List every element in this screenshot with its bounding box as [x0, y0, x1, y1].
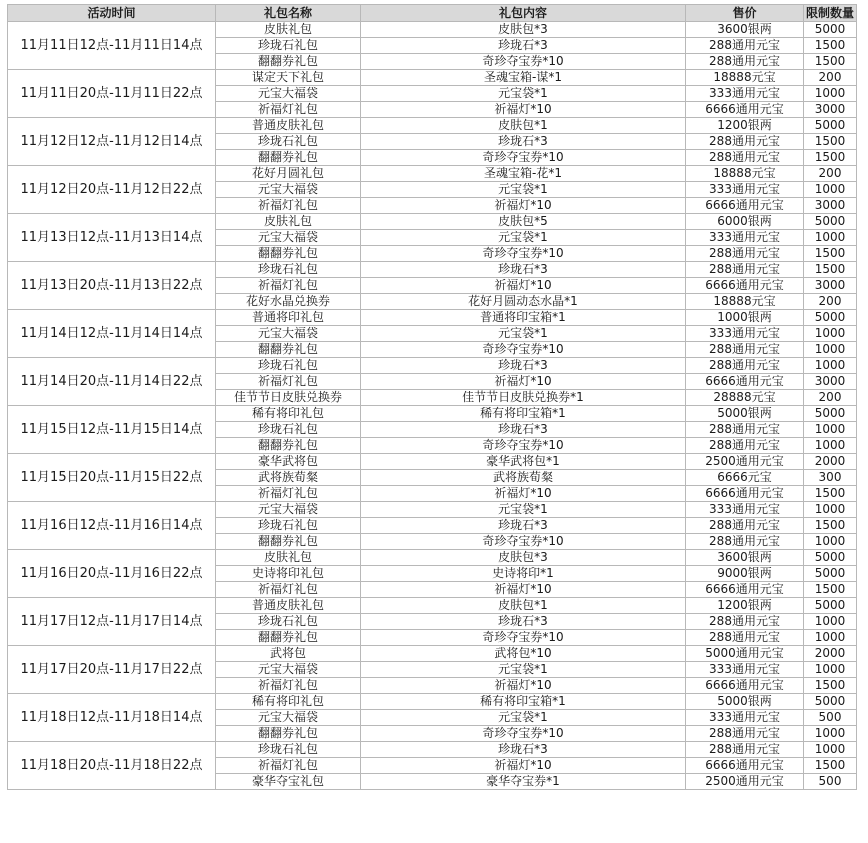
gift-name-cell: 元宝大福袋	[216, 502, 361, 518]
price-cell: 6666元宝	[686, 470, 804, 486]
gift-name-cell: 翻翻券礼包	[216, 342, 361, 358]
gift-name-cell: 翻翻券礼包	[216, 54, 361, 70]
price-cell: 333通用元宝	[686, 86, 804, 102]
limit-cell: 200	[804, 70, 857, 86]
gift-content-cell: 元宝袋*1	[361, 710, 686, 726]
price-cell: 5000银两	[686, 694, 804, 710]
gift-content-cell: 奇珍夺宝券*10	[361, 630, 686, 646]
gift-content-cell: 稀有将印宝箱*1	[361, 406, 686, 422]
table-row	[8, 742, 857, 758]
activity-time-cell: 11月17日12点-11月17日14点	[8, 598, 216, 646]
limit-cell: 1500	[804, 150, 857, 166]
table-row	[8, 646, 857, 662]
limit-cell: 1000	[804, 742, 857, 758]
gift-name-cell: 元宝大福袋	[216, 86, 361, 102]
gift-content-cell: 珍珑石*3	[361, 358, 686, 374]
activity-time-cell: 11月12日12点-11月12日14点	[8, 118, 216, 166]
price-cell: 3600银两	[686, 550, 804, 566]
limit-cell: 5000	[804, 566, 857, 582]
gift-name-cell: 豪华武将包	[216, 454, 361, 470]
gift-name-cell: 祈福灯礼包	[216, 198, 361, 214]
activity-time-cell: 11月16日20点-11月16日22点	[8, 550, 216, 598]
limit-cell: 5000	[804, 406, 857, 422]
price-cell: 288通用元宝	[686, 134, 804, 150]
gift-content-cell: 皮肤包*1	[361, 118, 686, 134]
gift-name-cell: 武将族荀粲	[216, 470, 361, 486]
gift-content-cell: 珍珑石*3	[361, 518, 686, 534]
limit-cell: 5000	[804, 310, 857, 326]
price-cell: 333通用元宝	[686, 710, 804, 726]
gift-content-cell: 奇珍夺宝券*10	[361, 54, 686, 70]
price-cell: 1200银两	[686, 598, 804, 614]
gift-name-cell: 皮肤礼包	[216, 550, 361, 566]
gift-name-cell: 元宝大福袋	[216, 326, 361, 342]
gift-name-cell: 翻翻券礼包	[216, 150, 361, 166]
gift-name-cell: 祈福灯礼包	[216, 102, 361, 118]
price-cell: 288通用元宝	[686, 342, 804, 358]
gift-name-cell: 翻翻券礼包	[216, 726, 361, 742]
table-row	[8, 502, 857, 518]
gift-content-cell: 祈福灯*10	[361, 278, 686, 294]
activity-time-cell: 11月14日12点-11月14日14点	[8, 310, 216, 358]
gift-content-cell: 豪华夺宝券*1	[361, 774, 686, 790]
table-row	[8, 310, 857, 326]
table-row	[8, 454, 857, 470]
gift-name-cell: 珍珑石礼包	[216, 358, 361, 374]
activity-time-cell: 11月17日20点-11月17日22点	[8, 646, 216, 694]
activity-time-cell: 11月14日20点-11月14日22点	[8, 358, 216, 406]
header-limit: 限制数量	[804, 5, 857, 22]
limit-cell: 1500	[804, 246, 857, 262]
limit-cell: 1500	[804, 262, 857, 278]
limit-cell: 1500	[804, 486, 857, 502]
gift-name-cell: 祈福灯礼包	[216, 758, 361, 774]
price-cell: 288通用元宝	[686, 534, 804, 550]
price-cell: 1000银两	[686, 310, 804, 326]
table-row	[8, 550, 857, 566]
price-cell: 6666通用元宝	[686, 278, 804, 294]
gift-content-cell: 元宝袋*1	[361, 326, 686, 342]
limit-cell: 500	[804, 710, 857, 726]
gift-name-cell: 珍珑石礼包	[216, 614, 361, 630]
price-cell: 288通用元宝	[686, 630, 804, 646]
price-cell: 18888元宝	[686, 166, 804, 182]
gift-name-cell: 珍珑石礼包	[216, 38, 361, 54]
gift-content-cell: 花好月圆动态水晶*1	[361, 294, 686, 310]
limit-cell: 2000	[804, 646, 857, 662]
gift-content-cell: 珍珑石*3	[361, 614, 686, 630]
activity-time-cell: 11月18日12点-11月18日14点	[8, 694, 216, 742]
gift-name-cell: 史诗将印礼包	[216, 566, 361, 582]
table-row	[8, 214, 857, 230]
price-cell: 288通用元宝	[686, 246, 804, 262]
gift-content-cell: 祈福灯*10	[361, 582, 686, 598]
price-cell: 9000银两	[686, 566, 804, 582]
limit-cell: 1500	[804, 758, 857, 774]
gift-name-cell: 元宝大福袋	[216, 710, 361, 726]
table-row	[8, 22, 857, 38]
table-row	[8, 262, 857, 278]
gift-name-cell: 普通皮肤礼包	[216, 598, 361, 614]
price-cell: 5000通用元宝	[686, 646, 804, 662]
limit-cell: 1000	[804, 86, 857, 102]
gift-name-cell: 稀有将印礼包	[216, 406, 361, 422]
gift-name-cell: 花好水晶兑换券	[216, 294, 361, 310]
limit-cell: 1500	[804, 678, 857, 694]
gift-name-cell: 普通皮肤礼包	[216, 118, 361, 134]
price-cell: 6666通用元宝	[686, 102, 804, 118]
gift-content-cell: 圣魂宝箱-谋*1	[361, 70, 686, 86]
gift-content-cell: 祈福灯*10	[361, 102, 686, 118]
limit-cell: 2000	[804, 454, 857, 470]
gift-content-cell: 祈福灯*10	[361, 198, 686, 214]
limit-cell: 5000	[804, 22, 857, 38]
gift-content-cell: 珍珑石*3	[361, 262, 686, 278]
limit-cell: 500	[804, 774, 857, 790]
price-cell: 333通用元宝	[686, 502, 804, 518]
gift-name-cell: 珍珑石礼包	[216, 742, 361, 758]
gift-content-cell: 珍珑石*3	[361, 742, 686, 758]
limit-cell: 1000	[804, 438, 857, 454]
gift-content-cell: 奇珍夺宝券*10	[361, 342, 686, 358]
price-cell: 18888元宝	[686, 294, 804, 310]
price-cell: 333通用元宝	[686, 182, 804, 198]
gift-schedule-table	[7, 4, 857, 790]
gift-content-cell: 稀有将印宝箱*1	[361, 694, 686, 710]
limit-cell: 1000	[804, 726, 857, 742]
gift-name-cell: 祈福灯礼包	[216, 486, 361, 502]
gift-name-cell: 珍珑石礼包	[216, 422, 361, 438]
gift-name-cell: 祈福灯礼包	[216, 278, 361, 294]
gift-name-cell: 珍珑石礼包	[216, 262, 361, 278]
activity-time-cell: 11月11日12点-11月11日14点	[8, 22, 216, 70]
gift-content-cell: 普通将印宝箱*1	[361, 310, 686, 326]
price-cell: 288通用元宝	[686, 38, 804, 54]
limit-cell: 5000	[804, 694, 857, 710]
price-cell: 1200银两	[686, 118, 804, 134]
price-cell: 3600银两	[686, 22, 804, 38]
price-cell: 288通用元宝	[686, 614, 804, 630]
table-row	[8, 70, 857, 86]
activity-time-cell: 11月13日12点-11月13日14点	[8, 214, 216, 262]
limit-cell: 1000	[804, 326, 857, 342]
limit-cell: 200	[804, 166, 857, 182]
gift-content-cell: 元宝袋*1	[361, 182, 686, 198]
gift-content-cell: 佳节节日皮肤兑换券*1	[361, 390, 686, 406]
gift-name-cell: 武将包	[216, 646, 361, 662]
price-cell: 28888元宝	[686, 390, 804, 406]
gift-content-cell: 武将族荀粲	[361, 470, 686, 486]
gift-content-cell: 奇珍夺宝券*10	[361, 534, 686, 550]
table-row	[8, 406, 857, 422]
limit-cell: 3000	[804, 278, 857, 294]
header-gift-content: 礼包内容	[361, 5, 686, 22]
limit-cell: 3000	[804, 374, 857, 390]
price-cell: 288通用元宝	[686, 742, 804, 758]
gift-name-cell: 元宝大福袋	[216, 230, 361, 246]
price-cell: 6000银两	[686, 214, 804, 230]
gift-name-cell: 豪华夺宝礼包	[216, 774, 361, 790]
limit-cell: 200	[804, 294, 857, 310]
gift-name-cell: 珍珑石礼包	[216, 134, 361, 150]
gift-content-cell: 皮肤包*5	[361, 214, 686, 230]
price-cell: 288通用元宝	[686, 54, 804, 70]
gift-content-cell: 武将包*10	[361, 646, 686, 662]
price-cell: 2500通用元宝	[686, 774, 804, 790]
gift-content-cell: 奇珍夺宝券*10	[361, 726, 686, 742]
price-cell: 288通用元宝	[686, 726, 804, 742]
gift-content-cell: 奇珍夺宝券*10	[361, 246, 686, 262]
gift-content-cell: 珍珑石*3	[361, 38, 686, 54]
limit-cell: 1500	[804, 582, 857, 598]
table-row	[8, 598, 857, 614]
limit-cell: 1000	[804, 422, 857, 438]
table-row	[8, 358, 857, 374]
gift-content-cell: 奇珍夺宝券*10	[361, 438, 686, 454]
limit-cell: 3000	[804, 102, 857, 118]
limit-cell: 5000	[804, 214, 857, 230]
price-cell: 2500通用元宝	[686, 454, 804, 470]
header-activity-time: 活动时间	[8, 5, 216, 22]
limit-cell: 300	[804, 470, 857, 486]
gift-name-cell: 花好月圆礼包	[216, 166, 361, 182]
gift-name-cell: 稀有将印礼包	[216, 694, 361, 710]
limit-cell: 1000	[804, 342, 857, 358]
limit-cell: 1000	[804, 630, 857, 646]
gift-content-cell: 元宝袋*1	[361, 502, 686, 518]
table-body	[8, 22, 857, 790]
price-cell: 6666通用元宝	[686, 758, 804, 774]
table-header-row	[8, 5, 857, 22]
limit-cell: 3000	[804, 198, 857, 214]
price-cell: 6666通用元宝	[686, 678, 804, 694]
activity-time-cell: 11月13日20点-11月13日22点	[8, 262, 216, 310]
gift-content-cell: 祈福灯*10	[361, 758, 686, 774]
price-cell: 288通用元宝	[686, 262, 804, 278]
gift-content-cell: 祈福灯*10	[361, 678, 686, 694]
table-row	[8, 166, 857, 182]
gift-name-cell: 翻翻券礼包	[216, 246, 361, 262]
limit-cell: 5000	[804, 598, 857, 614]
price-cell: 6666通用元宝	[686, 582, 804, 598]
gift-content-cell: 祈福灯*10	[361, 374, 686, 390]
price-cell: 288通用元宝	[686, 518, 804, 534]
limit-cell: 1000	[804, 502, 857, 518]
price-cell: 333通用元宝	[686, 662, 804, 678]
limit-cell: 200	[804, 390, 857, 406]
price-cell: 333通用元宝	[686, 326, 804, 342]
limit-cell: 5000	[804, 118, 857, 134]
limit-cell: 1500	[804, 134, 857, 150]
limit-cell: 1000	[804, 614, 857, 630]
limit-cell: 1000	[804, 182, 857, 198]
price-cell: 288通用元宝	[686, 150, 804, 166]
gift-name-cell: 皮肤礼包	[216, 22, 361, 38]
gift-content-cell: 圣魂宝箱-花*1	[361, 166, 686, 182]
gift-name-cell: 翻翻券礼包	[216, 438, 361, 454]
activity-time-cell: 11月15日12点-11月15日14点	[8, 406, 216, 454]
table-row	[8, 118, 857, 134]
gift-content-cell: 史诗将印*1	[361, 566, 686, 582]
gift-content-cell: 元宝袋*1	[361, 86, 686, 102]
limit-cell: 1000	[804, 230, 857, 246]
price-cell: 288通用元宝	[686, 438, 804, 454]
limit-cell: 1500	[804, 518, 857, 534]
gift-name-cell: 元宝大福袋	[216, 182, 361, 198]
price-cell: 6666通用元宝	[686, 198, 804, 214]
gift-content-cell: 祈福灯*10	[361, 486, 686, 502]
gift-content-cell: 元宝袋*1	[361, 662, 686, 678]
price-cell: 18888元宝	[686, 70, 804, 86]
limit-cell: 1000	[804, 534, 857, 550]
activity-time-cell: 11月12日20点-11月12日22点	[8, 166, 216, 214]
price-cell: 6666通用元宝	[686, 486, 804, 502]
limit-cell: 1000	[804, 662, 857, 678]
table-row	[8, 694, 857, 710]
gift-name-cell: 翻翻券礼包	[216, 534, 361, 550]
header-price: 售价	[686, 5, 804, 22]
price-cell: 288通用元宝	[686, 422, 804, 438]
price-cell: 6666通用元宝	[686, 374, 804, 390]
price-cell: 333通用元宝	[686, 230, 804, 246]
limit-cell: 1500	[804, 54, 857, 70]
limit-cell: 5000	[804, 550, 857, 566]
price-cell: 288通用元宝	[686, 358, 804, 374]
activity-time-cell: 11月15日20点-11月15日22点	[8, 454, 216, 502]
gift-content-cell: 豪华武将包*1	[361, 454, 686, 470]
gift-content-cell: 元宝袋*1	[361, 230, 686, 246]
gift-name-cell: 皮肤礼包	[216, 214, 361, 230]
gift-content-cell: 奇珍夺宝券*10	[361, 150, 686, 166]
gift-content-cell: 皮肤包*3	[361, 550, 686, 566]
gift-name-cell: 谋定天下礼包	[216, 70, 361, 86]
limit-cell: 1000	[804, 358, 857, 374]
activity-time-cell: 11月18日20点-11月18日22点	[8, 742, 216, 790]
gift-content-cell: 皮肤包*1	[361, 598, 686, 614]
gift-name-cell: 祈福灯礼包	[216, 678, 361, 694]
gift-name-cell: 珍珑石礼包	[216, 518, 361, 534]
gift-name-cell: 翻翻券礼包	[216, 630, 361, 646]
gift-name-cell: 佳节节日皮肤兑换券	[216, 390, 361, 406]
gift-content-cell: 皮肤包*3	[361, 22, 686, 38]
gift-name-cell: 普通将印礼包	[216, 310, 361, 326]
gift-content-cell: 珍珑石*3	[361, 422, 686, 438]
header-gift-name: 礼包名称	[216, 5, 361, 22]
activity-time-cell: 11月16日12点-11月16日14点	[8, 502, 216, 550]
gift-name-cell: 元宝大福袋	[216, 662, 361, 678]
gift-content-cell: 珍珑石*3	[361, 134, 686, 150]
price-cell: 5000银两	[686, 406, 804, 422]
limit-cell: 1500	[804, 38, 857, 54]
gift-name-cell: 祈福灯礼包	[216, 374, 361, 390]
activity-time-cell: 11月11日20点-11月11日22点	[8, 70, 216, 118]
gift-name-cell: 祈福灯礼包	[216, 582, 361, 598]
